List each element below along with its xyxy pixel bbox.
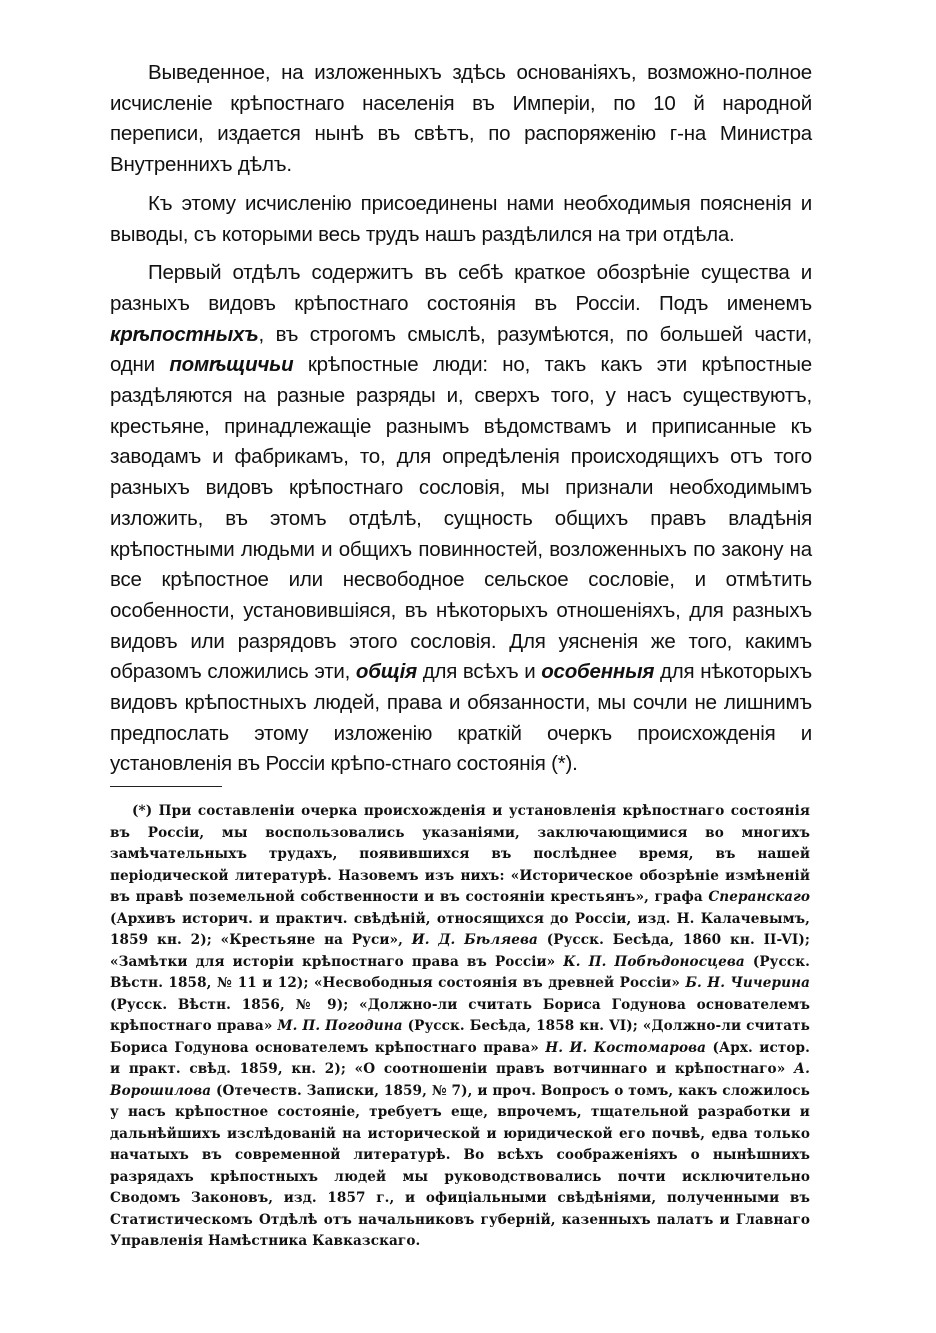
- author-name: Б. Н. Чичерина: [685, 975, 810, 991]
- text-segment: (Русск. Вѣстн. 1856, № 9); «Должно-ли считать Бориса Годунова основателемъ крѣпостнаго права»: [110, 996, 810, 1034]
- author-name: Сперанскаго: [708, 889, 810, 905]
- text-segment: (Русск. Вѣстн. 1858, № 11 и 12); «Несвободныя состоянія въ древней Россіи»: [110, 953, 810, 991]
- author-name: М. П. Погодина: [277, 1018, 403, 1034]
- text-segment: для всѣхъ и: [417, 660, 542, 684]
- footnote: [110, 801, 810, 1253]
- text-segment: (Архивъ историч. и практич. свѣдѣній, относящихся до Россіи, изд. Н. Калачевымъ, 1859 кн. 2); «Крестьяне на Руси»,: [110, 910, 810, 948]
- text-segment: для нѣкоторыхъ видовъ крѣпостныхъ людей, права и обязанности, мы сочли не лишнимъ предпослать этому изложенію краткій очеркъ происхожденія и установленія въ Россіи крѣпо-стнаго состоянія (*).: [110, 660, 812, 776]
- paragraph-2: [110, 189, 812, 250]
- text-segment: (Арх. истор. и практ. свѣд. 1859, кн. 2); «О соотношеніи правъ вотчиннаго и крѣпостнаго»: [110, 1039, 810, 1077]
- text-segment: (Русск. Бесѣда, 1858 кн. VI); «Должно-ли считать Бориса Годунова основателемъ крѣпостнаго права»: [110, 1018, 810, 1056]
- footnote-paragraph: [110, 801, 810, 1253]
- italic-term: особенныя: [541, 660, 655, 684]
- italic-term: общія: [355, 660, 418, 684]
- author-name: А. Ворошилова: [110, 1061, 810, 1099]
- text-segment: (*) При составленіи очерка происхожденія и установленія крѣпостнаго состоянія въ Россіи, мы воспользовались указаніями, заключающимися во многихъ замѣчательныхъ трудахъ, появившихся въ послѣднее время, въ нашей періодической литературѣ. Назовемъ изъ нихъ: «Историческое обозрѣніе измѣненій въ правѣ поземельной собственности и въ состояніи крестьянъ», графа: [110, 803, 810, 905]
- text-segment: крѣпостные люди: но, такъ какъ эти крѣпостные раздѣляются на разные разряды и, сверхъ того, у насъ существуютъ, крестьяне, принадлежащіе разнымъ вѣдомствамъ и приписанные къ заводамъ и фабрикамъ, то, для опредѣленія происходящихъ отъ того разныхъ видовъ крѣпостнаго сословія, мы признали необходимымъ изложить, въ этомъ отдѣлѣ, сущность общихъ правъ владѣнія крѣпостными людьми и общихъ повинностей, возложенныхъ по закону на все крѣпостное или несвободное сельское сословіе, и отмѣтить особенности, установившіяся, въ нѣкоторыхъ отношеніяхъ, для разныхъ видовъ или разрядовъ этого сословія. Для уясненія же того, какимъ образомъ сложились эти,: [110, 353, 812, 684]
- main-text: [110, 58, 812, 780]
- italic-term: помѣщичьи: [169, 353, 294, 377]
- footnote-divider: [110, 786, 222, 787]
- italic-term: крѣпостныхъ: [110, 322, 259, 346]
- author-name: Н. И. Костомарова: [545, 1039, 707, 1056]
- text-segment: (Отечеств. Записки, 1859, № 7), и проч. Вопросъ о томъ, какъ сложилось у насъ крѣпостное состояніе, требуетъ еще, впрочемъ, тщательной разработки и дальнѣйшихъ изслѣдованій на исторической и юридической его почвѣ, едва только начатыхъ въ современной литературѣ. Во всѣхъ соображеніяхъ о нынѣшнихъ разрядахъ крѣпостныхъ людей мы руководствовались почти исключительно Сводомъ Законовъ, изд. 1857 г., и офиціальными свѣдѣніями, полученными въ Статистическомъ Отдѣлѣ отъ начальниковъ губерній, казенныхъ палатъ и Главнаго Управленія Намѣстника Кавказскаго.: [110, 1082, 810, 1249]
- paragraph-1: [110, 58, 812, 181]
- author-name: К. П. Побѣдоносцева: [563, 953, 745, 970]
- author-name: И. Д. Бѣляева: [411, 932, 538, 948]
- text-segment: (Русск. Бесѣда, 1860 кн. II-VI); «Замѣтки для исторіи крѣпостнаго права въ Россіи»: [110, 932, 811, 970]
- text-segment: Выведенное, на изложенныхъ здѣсь основаніяхъ, возможно-полное исчисленіе крѣпостнаго населенія въ Имперіи, по 10 й народной переписи, издается нынѣ въ свѣтъ, по распоряженію г-на Министра Внутреннихъ дѣлъ.: [110, 61, 812, 177]
- text-segment: Къ этому исчисленію присоединены нами необходимыя поясненія и выводы, съ которыми весь трудъ нашъ раздѣлился на три отдѣла.: [110, 191, 812, 246]
- paragraph-3: [110, 258, 812, 780]
- text-segment: , въ строгомъ смыслѣ, разумѣются, по большей части, одни: [110, 322, 812, 377]
- text-segment: Первый отдѣлъ содержитъ въ себѣ краткое обозрѣніе существа и разныхъ видовъ крѣпостнаго состоянія въ Россіи. Подъ именемъ: [110, 261, 812, 315]
